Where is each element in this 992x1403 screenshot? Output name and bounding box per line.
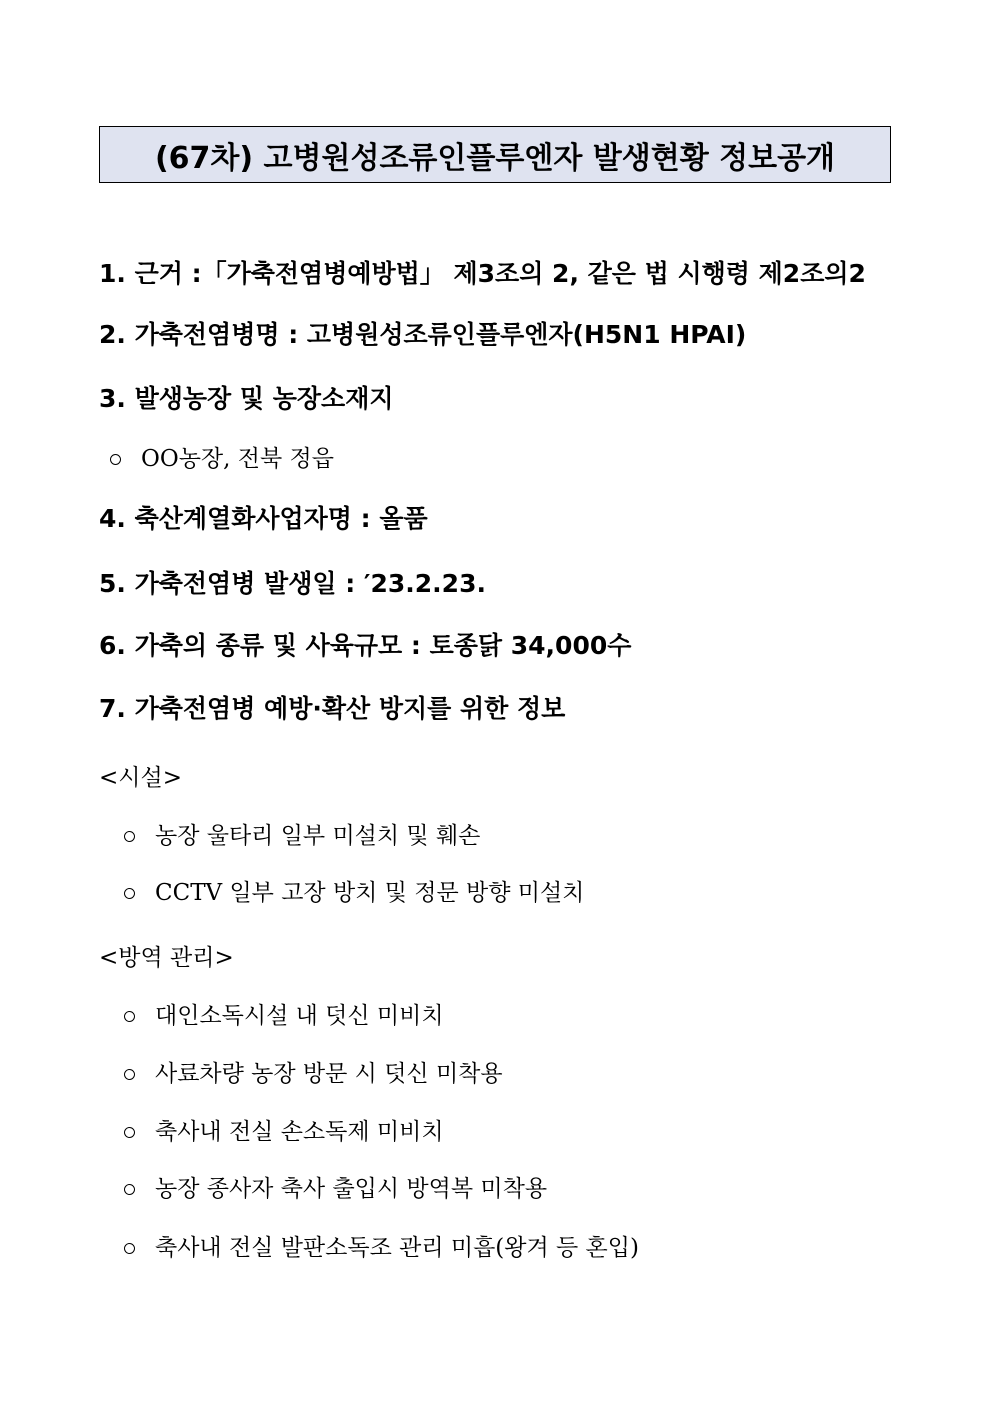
quarantine-bullet-2	[124, 1058, 503, 1090]
facility-heading: <시설>	[99, 765, 182, 791]
item-1-basis: 1. 근거 :「가축전염병예방법」 제3조의 2, 같은 법 시행령 제2조의2	[99, 259, 866, 288]
circle-bullet-icon	[124, 1127, 135, 1138]
quarantine-bullet-text: 축사내 전실 발판소독조 관리 미흡(왕겨 등 혼입)	[155, 1235, 639, 1261]
quarantine-bullet-5	[124, 1232, 639, 1264]
item-6-livestock: 6. 가축의 종류 및 사육규모 : 토종닭 34,000수	[99, 631, 632, 660]
page-title: (67차) 고병원성조류인플루엔자 발생현황 정보공개	[154, 140, 836, 176]
quarantine-bullet-text: 사료차량 농장 방문 시 덧신 미착용	[155, 1061, 503, 1087]
quarantine-bullet-text: 대인소독시설 내 덧신 미비치	[155, 1003, 444, 1029]
item-7-prevention-info: 7. 가축전염병 예방·확산 방지를 위한 정보	[99, 694, 566, 723]
quarantine-bullet-1	[124, 1000, 444, 1032]
circle-bullet-icon	[124, 1069, 135, 1080]
quarantine-bullet-3	[124, 1116, 444, 1148]
circle-bullet-icon	[124, 1243, 135, 1254]
circle-bullet-icon	[124, 831, 135, 842]
circle-bullet-icon	[124, 1011, 135, 1022]
item-4-integrator: 4. 축산계열화사업자명 : 올품	[99, 504, 428, 533]
circle-bullet-icon	[124, 888, 135, 899]
circle-bullet-icon	[124, 1184, 135, 1195]
item-2-disease-name: 2. 가축전염병명 : 고병원성조류인플루엔자(H5N1 HPAI)	[99, 320, 747, 349]
farm-location-text: OO농장, 전북 정읍	[141, 446, 334, 472]
title-box	[99, 126, 891, 183]
farm-location-line	[110, 443, 334, 475]
item-3-farm-location: 3. 발생농장 및 농장소재지	[99, 384, 394, 413]
facility-bullet-text: 농장 울타리 일부 미설치 및 훼손	[155, 823, 481, 849]
quarantine-bullet-text: 농장 종사자 축사 출입시 방역복 미착용	[155, 1176, 548, 1202]
quarantine-bullet-text: 축사내 전실 손소독제 미비치	[155, 1119, 444, 1145]
quarantine-heading: <방역 관리>	[99, 945, 234, 971]
facility-bullet-2	[124, 877, 584, 909]
quarantine-bullet-4	[124, 1173, 547, 1205]
circle-bullet-icon	[110, 454, 121, 465]
facility-bullet-1	[124, 820, 480, 852]
facility-bullet-text: CCTV 일부 고장 방치 및 정문 방향 미설치	[155, 880, 585, 906]
item-5-outbreak-date: 5. 가축전염병 발생일 : ′23.2.23.	[99, 569, 486, 598]
